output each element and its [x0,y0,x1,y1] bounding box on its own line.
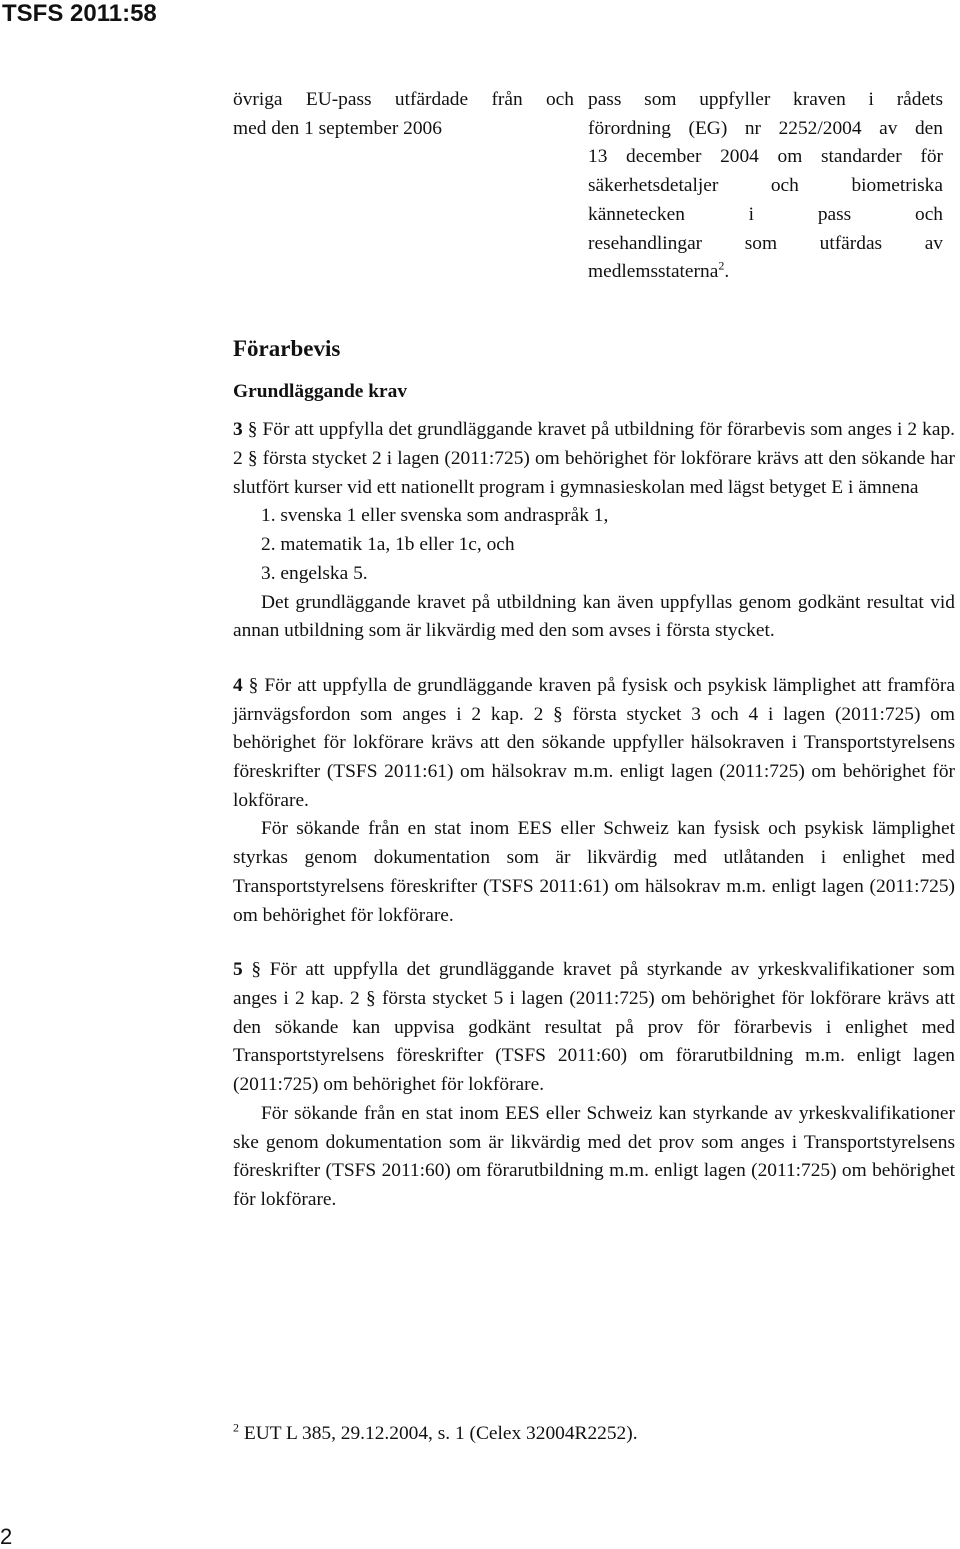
footnote-marker: 2 [233,1420,239,1435]
page-number: 2 [0,1524,13,1549]
list-item: 3. engelska 5. [261,562,368,584]
section-3 [233,416,955,646]
heading-grundlaggande-krav: Grundläggande krav [233,380,408,402]
intro-right-line: förordning (EG) nr 2252/2004 av den [588,117,943,139]
intro-right-last-tail: . [724,261,730,283]
section-number: 4 [233,674,243,696]
section-4-paragraph-2: För sökande från en stat inom EES eller Schweiz kan fysisk och psykisk lämplighet styrkas genom dokumentation som är likvärdig med utlåtanden i enlighet med Transportstyrelsens föreskrifter (TSFS 2011:61) om hälsokrav m.m. enligt lagen (2011:725) om behörighet för lokförare. [233,818,955,926]
intro-right-line: kännetecken i pass och [588,203,943,225]
paragraph-symbol: § [251,959,262,981]
heading-forarbevis: Förarbevis [233,335,341,361]
intro-right-line: pass som uppfyller kraven i rådets [588,89,943,110]
document-body [233,86,955,1215]
intro-right-line: säkerhetsdetaljer och biometriska [588,175,943,197]
intro-two-column [233,86,955,287]
intro-right-last-text: medlemsstaterna [588,261,719,283]
list-item: 2. matematik 1a, 1b eller 1c, och [261,534,515,556]
section-3-body: För att uppfylla det grundläggande kravet på utbildning för förarbevis som anges i 2 kap. 2 § första stycket 2 i lagen (2011:725) om behörighet för lokförare krävs att den sökande har slutfört kurser vid ett nationellt program i gymnasieskolan med lägst betyget E i ämnena [233,419,955,498]
section-5-paragraph-2: För sökande från en stat inom EES eller Schweiz kan styrkande av yrkeskvalifikationer ske genom dokumentation som är likvärdig med det prov som anges i Transportstyrelsens föreskrifter (TSFS 2011:60) om förarutbildning m.m. enligt lagen (2011:725) om behörighet för lokförare. [233,1102,955,1210]
section-4-text [233,672,955,816]
section-number: 5 [233,959,243,981]
intro-right-line: 13 december 2004 om standarder för [588,146,943,168]
subject-list [233,502,955,588]
section-5-text [233,956,955,1100]
intro-left-line: övriga EU-pass utfärdade från och [233,89,574,110]
section-5-body: För att uppfylla det grundläggande kravet på styrkande av yrkeskvalifikationer som anges i 2 kap. 2 § första stycket 5 i lagen (2011:725) om behörighet för lokförare krävs att den sökande kan uppvisa godkänt resultat på prov för förarbevis i enlighet med Transportstyrelsens föreskrifter (TSFS 2011:60) om förarutbildning m.m. enligt lagen (2011:725) om behörighet för lokförare. [233,959,955,1096]
intro-right-line: resehandlingar som utfärdas av [588,232,943,254]
list-item: 1. svenska 1 eller svenska som andraspråk 1, [261,505,609,527]
section-number: 3 [233,419,243,441]
document-header: TSFS 2011:58 [2,0,157,27]
paragraph-symbol: § [248,674,259,696]
footnote-text: EUT L 385, 29.12.2004, s. 1 (Celex 32004R2252). [239,1423,638,1444]
footnote [233,1421,955,1447]
section-4-body: För att uppfylla de grundläggande kraven på fysisk och psykisk lämplighet att framföra järnvägsfordon som anges i 2 kap. 2 § första stycket 3 och 4 i lagen (2011:725) om behörighet för lokförare krävs att den sökande uppfyller hälsokraven i Transportstyrelsens föreskrifter (TSFS 2011:61) om hälsokrav m.m. enligt lagen (2011:725) om behörighet för lokförare. [233,674,955,811]
intro-left-column [233,86,588,287]
section-4 [233,672,955,930]
intro-right-column [588,86,943,287]
section-3-text [233,416,955,502]
footnote-reference[interactable]: 2 [718,258,725,273]
section-5 [233,956,955,1214]
section-3-paragraph-2: Det grundläggande kravet på utbildning kan även uppfyllas genom godkänt resultat vid annan utbildning som är likvärdig med den som avses i första stycket. [233,591,955,642]
intro-right-line [588,258,943,287]
intro-left-line: med den 1 september 2006 [233,117,442,139]
paragraph-symbol: § [247,419,258,441]
